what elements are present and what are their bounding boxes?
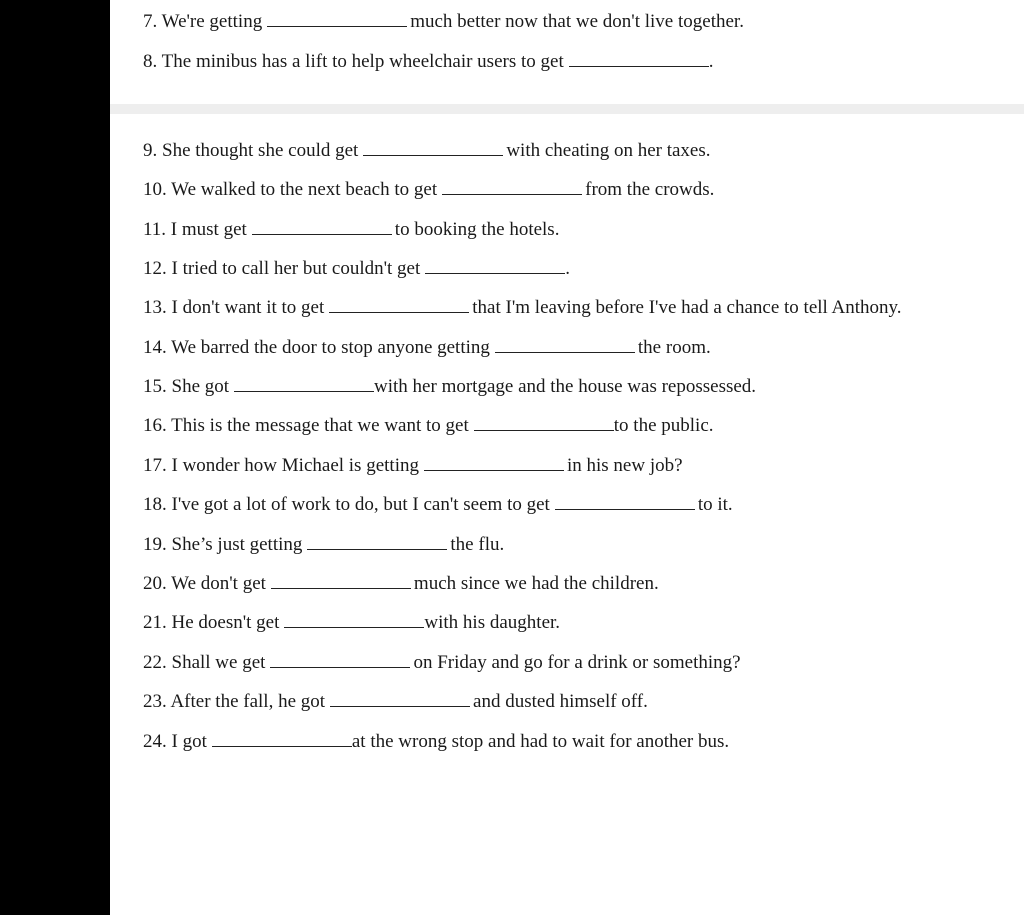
exercise-21 xyxy=(143,612,560,634)
exercise-text: in his new job? xyxy=(566,455,683,476)
answer-blank[interactable] xyxy=(270,666,410,668)
answer-blank[interactable] xyxy=(329,311,469,313)
exercise-text: to the public. xyxy=(613,415,714,436)
answer-blank[interactable] xyxy=(307,548,447,550)
exercise-text: much since we had the children. xyxy=(413,573,659,594)
answer-blank[interactable] xyxy=(284,626,424,628)
exercise-text: 24. I got xyxy=(143,731,207,752)
answer-blank[interactable] xyxy=(442,193,582,195)
answer-blank[interactable] xyxy=(495,351,635,353)
exercise-text: that I'm leaving before I've had a chance to tell Anthony. xyxy=(472,297,902,318)
answer-blank[interactable] xyxy=(363,154,503,156)
exercise-23 xyxy=(143,691,648,713)
exercise-text: 17. I wonder how Michael is getting xyxy=(143,455,419,476)
exercise-text: much better now that we don't live together. xyxy=(410,11,744,32)
exercise-text: from the crowds. xyxy=(585,179,715,200)
answer-blank[interactable] xyxy=(212,745,352,747)
answer-blank[interactable] xyxy=(555,508,695,510)
exercise-text: 16. This is the message that we want to get xyxy=(143,415,469,436)
exercise-text: . xyxy=(565,258,571,279)
exercise-text: 19. She’s just getting xyxy=(143,534,303,555)
exercise-19 xyxy=(143,534,504,556)
answer-blank[interactable] xyxy=(569,65,709,67)
exercise-text: 23. After the fall, he got xyxy=(143,691,326,712)
answer-blank[interactable] xyxy=(271,587,411,589)
left-black-margin xyxy=(0,0,110,915)
exercise-text: on Friday and go for a drink or something? xyxy=(413,652,741,673)
exercise-text: 14. We barred the door to stop anyone getting xyxy=(143,337,490,358)
exercise-text: 7. We're getting xyxy=(143,11,263,32)
answer-blank[interactable] xyxy=(474,429,614,431)
exercise-text: 15. She got xyxy=(143,376,230,397)
exercise-text: 12. I tried to call her but couldn't get xyxy=(143,258,421,279)
exercise-12 xyxy=(143,258,570,280)
exercise-text: 22. Shall we get xyxy=(143,652,266,673)
exercise-7 xyxy=(143,11,744,33)
exercise-text: 13. I don't want it to get xyxy=(143,297,325,318)
exercise-text: 9. She thought she could get xyxy=(143,140,359,161)
answer-blank[interactable] xyxy=(252,233,392,235)
exercise-14 xyxy=(143,337,711,359)
exercise-8 xyxy=(143,51,713,73)
exercise-text: the flu. xyxy=(450,534,505,555)
exercise-text: to it. xyxy=(697,494,733,515)
exercise-text: and dusted himself off. xyxy=(473,691,648,712)
exercise-11 xyxy=(143,219,559,241)
answer-blank[interactable] xyxy=(330,705,470,707)
exercise-17 xyxy=(143,455,683,477)
exercise-text: 18. I've got a lot of work to do, but I can't seem to get xyxy=(143,494,550,515)
exercise-text: 21. He doesn't get xyxy=(143,612,280,633)
exercise-text: to booking the hotels. xyxy=(394,219,560,240)
answer-blank[interactable] xyxy=(234,390,374,392)
answer-blank[interactable] xyxy=(424,469,564,471)
exercise-15 xyxy=(143,376,756,398)
exercise-text: 11. I must get xyxy=(143,219,247,240)
exercise-9 xyxy=(143,140,711,162)
exercise-20 xyxy=(143,573,659,595)
exercise-10 xyxy=(143,179,714,201)
exercise-text: 10. We walked to the next beach to get xyxy=(143,179,438,200)
answer-blank[interactable] xyxy=(267,25,407,27)
exercise-18 xyxy=(143,494,733,516)
exercise-text: with cheating on her taxes. xyxy=(506,140,711,161)
exercise-16 xyxy=(143,415,714,437)
exercise-text: . xyxy=(708,51,714,72)
exercise-text: the room. xyxy=(637,337,711,358)
exercise-22 xyxy=(143,652,741,674)
page-divider xyxy=(110,104,1024,114)
exercise-13 xyxy=(143,297,902,319)
exercise-text: with her mortgage and the house was repossessed. xyxy=(374,376,757,397)
exercise-text: 8. The minibus has a lift to help wheelchair users to get xyxy=(143,51,564,72)
exercise-text: 20. We don't get xyxy=(143,573,266,594)
answer-blank[interactable] xyxy=(425,272,565,274)
exercise-text: with his daughter. xyxy=(424,612,561,633)
exercise-text: at the wrong stop and had to wait for another bus. xyxy=(351,731,730,752)
exercise-24 xyxy=(143,731,729,753)
